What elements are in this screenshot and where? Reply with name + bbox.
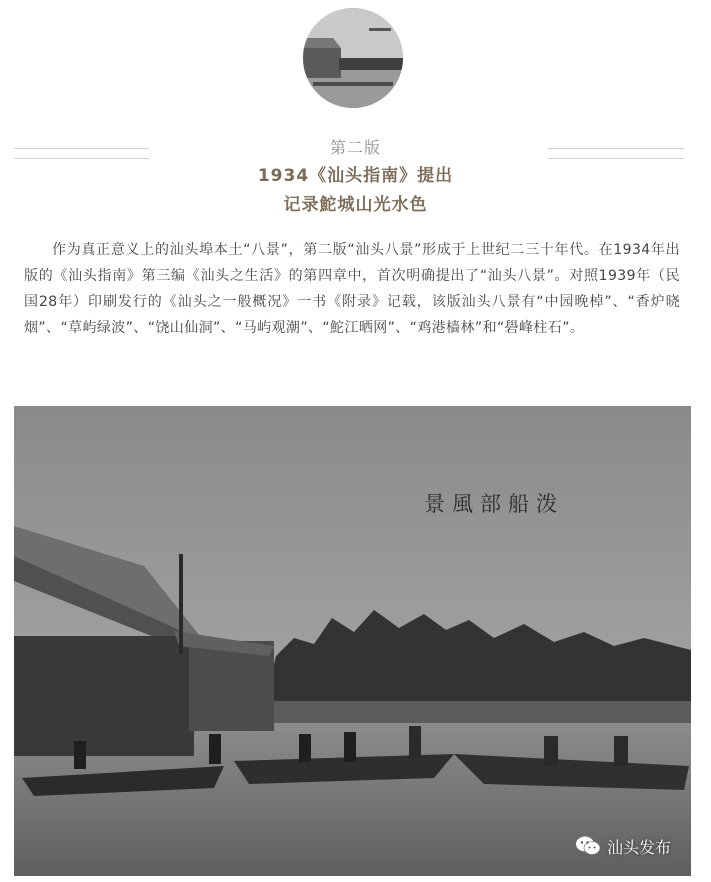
photo-scene <box>14 406 691 876</box>
section-label: 第二版 <box>329 138 381 157</box>
wechat-icon <box>575 836 601 858</box>
photo-caption: 景風部船泼 <box>424 492 564 516</box>
article-paragraph: 作为真正意义上的汕头埠本土“八景”，第二版“汕头八景”形成于上世纪二三十年代。在1934年出版的《汕头指南》第三编《汕头之生活》的第四章中，首次明确提出了“汕头八景”。对照1939年（民国28年）印刷发行的《汕头之一般概况》一书《附录》记载，该版汕头八景有“中园晚棹”、“香炉晓烟”、“草屿绿波”、“饶山仙洞”、“马屿观潮”、“鮀江晒网”、“鸡港樯林”和“礐峰柱石”。 <box>24 242 680 336</box>
historical-photo <box>14 406 691 876</box>
top-photo-scene <box>303 8 403 108</box>
watermark <box>575 835 671 858</box>
watermark-text: 汕头发布 <box>606 838 671 857</box>
top-circular-photo <box>303 8 403 108</box>
title-line-2: 记录鮀城山光水色 <box>283 195 428 215</box>
title-line-1: 1934《汕头指南》提出 <box>257 166 454 186</box>
